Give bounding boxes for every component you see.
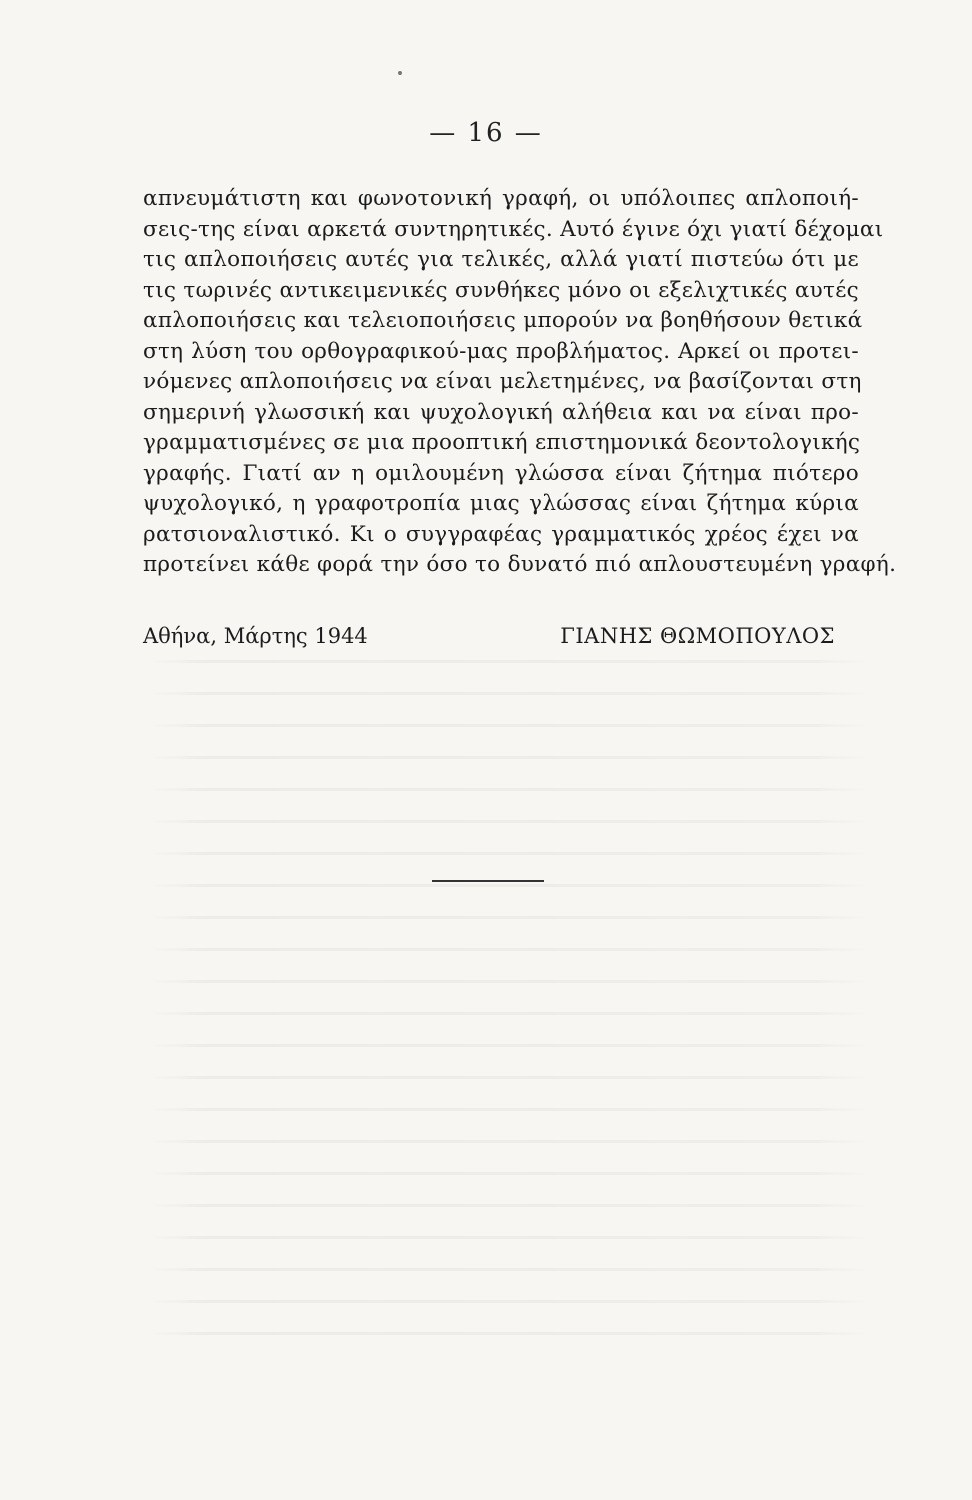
text-line: τις τωρινές αντικειμενικές συνθήκες μόνο οι εξελιχτικές αυτές xyxy=(143,277,859,303)
text-line: σεις-της είναι αρκετά συντηρητικές. Αυτό έγινε όχι γιατί δέχομαι xyxy=(143,216,884,242)
text-line: ψυχολογικό, η γραφοτροπία μιας γλώσσας είναι ζήτημα κύρια xyxy=(143,491,859,516)
text-line: απλοποιήσεις και τελειοποιήσεις μπορούν να βοηθήσουν θετικά xyxy=(143,308,863,333)
text-line: σημερινή γλωσσική και ψυχολογική αλήθεια και να είναι προ- xyxy=(143,399,859,425)
page-number: — 16 — xyxy=(429,118,543,148)
text-line: απνευμάτιστη και φωνοτονική γραφή, οι υπόλοιπες απλοποιή- xyxy=(143,186,859,211)
text-line: προτείνει κάθε φορά την όσο το δυνατό πιό απλουστευμένη γραφή. xyxy=(143,552,897,577)
text-line: γραμματισμένες σε μια προοπτική επιστημονικά δεοντολογικής xyxy=(143,430,861,455)
body-paragraph xyxy=(143,184,897,581)
text-line: στη λύση του ορθογραφικού-μας προβλήματος. Αρκεί οι προτει- xyxy=(143,338,859,364)
show-through-text xyxy=(150,640,870,1360)
ink-speck xyxy=(398,71,402,75)
text-line: ρατσιοναλιστικό. Κι ο συγγραφέας γραμματικός χρέος έχει να xyxy=(143,521,859,547)
author-name: ΓΙΑΝΗΣ ΘΩΜΟΠΟΥΛΟΣ xyxy=(560,624,835,648)
text-line: γραφής. Γιατί αν η ομιλουμένη γλώσσα είναι ζήτημα πιότερο xyxy=(143,460,859,486)
place-date: Αθήνα, Μάρτης 1944 xyxy=(143,624,368,648)
text-line: τις απλοποιήσεις αυτές για τελικές, αλλά γιατί πιστεύω ότι με xyxy=(143,247,859,272)
text-line: νόμενες απλοποιήσεις να είναι μελετημένες, να βασίζονται στη xyxy=(143,369,862,394)
